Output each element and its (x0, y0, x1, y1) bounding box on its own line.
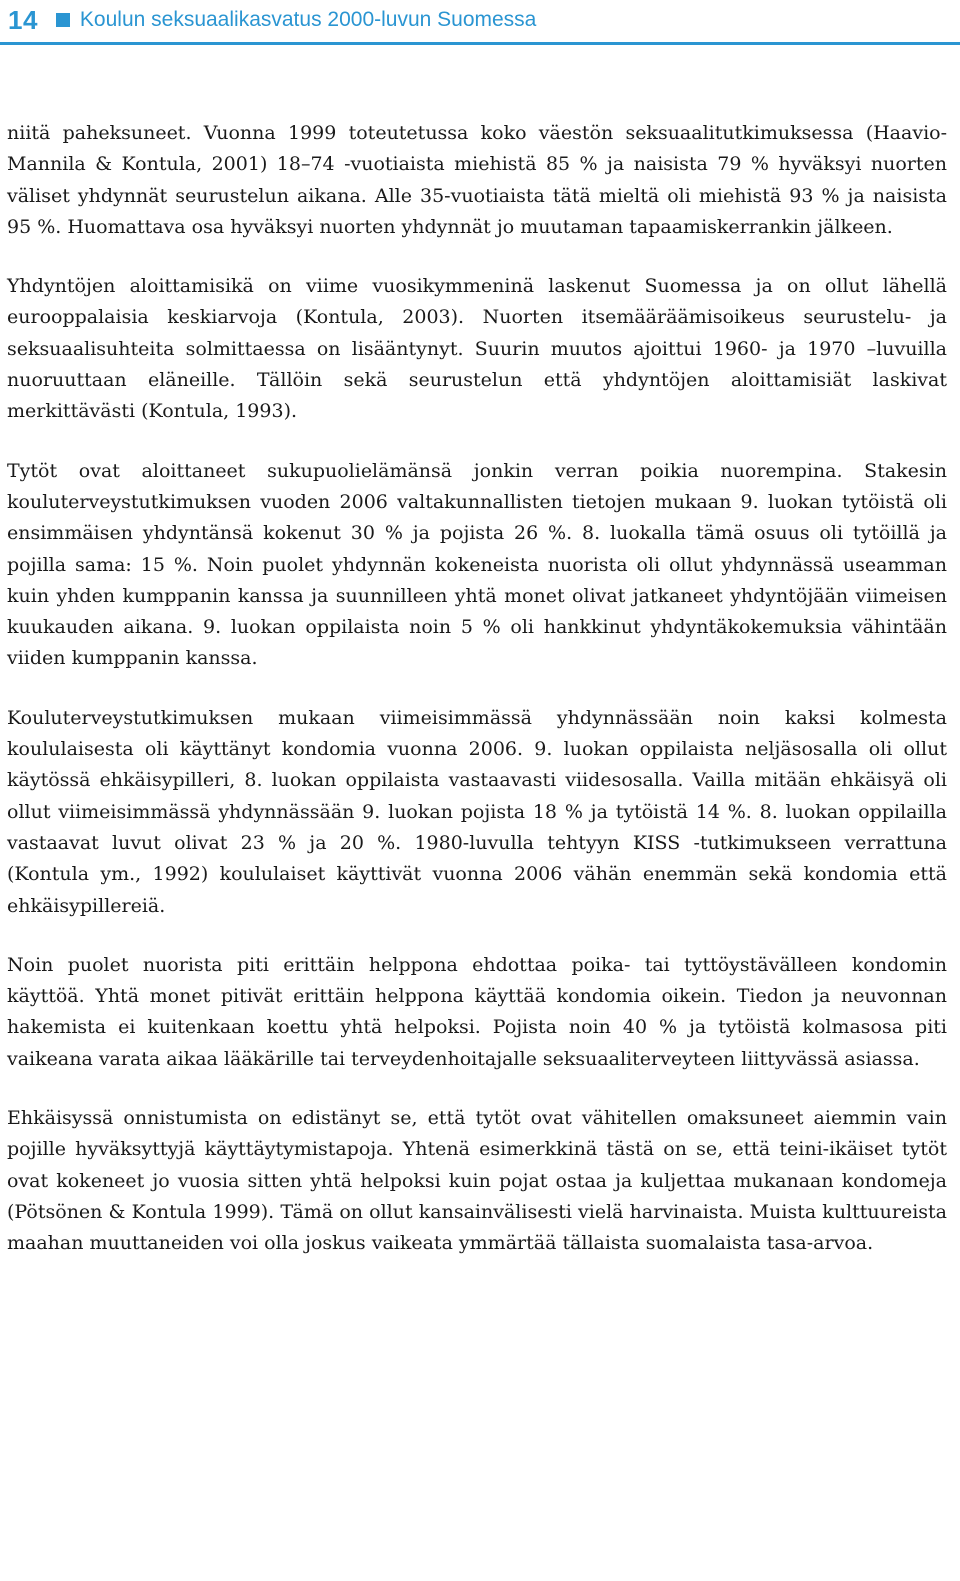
body-text (7, 118, 947, 1260)
page-number: 14 (8, 4, 38, 35)
square-bullet-icon (56, 13, 70, 27)
header-divider (0, 42, 960, 45)
paragraph-4: Kouluterveystutkimuksen mukaan viimeisimmässä yhdynnässään noin kaksi kolmesta koululaisesta oli käyttänyt kondomia vuonna 2006. 9. luokan oppilaista neljäsosalla oli ollut käytössä ehkäisypilleri, 8. luokan oppilaista vastaavasti viidesosalla. Vailla mitään ehkäisyä oli ollut viimeisimmässä yhdynnässään 9. luokan pojista 18 % ja tytöistä 14 %. 8. luokan oppilailla vastaavat luvut olivat 23 % ja 20 %. 1980-luvulla tehtyyn KISS -tutkimukseen verrattuna (Kontula ym., 1992) koululaiset käyttivät vuonna 2006 vähän enemmän sekä kondomia että ehkäisypillereiä. (7, 706, 947, 917)
paragraph-6: Ehkäisyssä onnistumista on edistänyt se, että tytöt ovat vähitellen omaksuneet aiemmin vain pojille hyväksyttyjä käyttäytymistapoja. Yhtenä esimerkkinä tästä on se, että teini-ikäiset tytöt ovat kokeneet jo vuosia sitten yhtä helpoksi kuin pojat ostaa ja kuljettaa mukanaan kondomeja (Pötsönen & Kontula 1999). Tämä on ollut kansainvälisesti vielä harvinaista. Muista kulttuureista maahan muuttaneiden voi olla joskus vaikeata ymmärtää tällaista suomalaista tasa-arvoa. (7, 1107, 947, 1255)
paragraph-3: Tytöt ovat aloittaneet sukupuolielämänsä jonkin verran poikia nuorempina. Stakesin kouluterveystutkimuksen vuoden 2006 valtakunnallisten tietojen mukaan 9. luokan tytöistä oli ensimmäisen yhdyntänsä kokenut 30 % ja pojista 26 %. 8. luokalla tämä osuus oli tytöillä ja pojilla sama: 15 %. Noin puolet yhdynnän kokeneista nuorista oli ollut yhdynnässä useamman kuin yhden kumppanin kanssa ja suunnilleen yhtä monet olivat jatkaneet yhdyntöjään viimeisen kuukauden aikana. 9. luokan oppilaista noin 5 % oli hankkinut yhdyntäkokemuksia vähintään viiden kumppanin kanssa. (7, 459, 947, 670)
paragraph-2: Yhdyntöjen aloittamisikä on viime vuosikymmeninä laskenut Suomessa ja on ollut lähellä eurooppalaisia keskiarvoja (Kontula, 2003). Nuorten itsemääräämisoikeus seurustelu- ja seksuaalisuhteita solmittaessa on lisääntynyt. Suurin muutos ajoittui 1960- ja 1970 –luvuilla nuoruuttaan eläneille. Tällöin sekä seurustelun että yhdyntöjen aloittamisiät laskivat merkittävästi (Kontula, 1993). (7, 275, 947, 423)
running-header-title: Koulun seksuaalikasvatus 2000-luvun Suomessa (79, 8, 537, 31)
paragraph-1: niitä paheksuneet. Vuonna 1999 toteutetussa koko väestön seksuaalitutkimuksessa (Haavio-Mannila & Kontula, 2001) 18–74 -vuotiaista miehistä 85 % ja naisista 79 % hyväksyi nuorten väliset yhdynnät seurustelun aikana. Alle 35-vuotiaista tätä mieltä oli miehistä 93 % ja naisista 95 %. Huomattava osa hyväksyi nuorten yhdynnät jo muutaman tapaamiskerrankin jälkeen. (7, 122, 947, 238)
paragraph-5: Noin puolet nuorista piti erittäin helppona ehdottaa poika- tai tyttöystävälleen kondomin käyttöä. Yhtä monet pitivät erittäin helppona käyttää kondomia oikein. Tiedon ja neuvonnan hakemista ei kuitenkaan koettu yhtä helpoksi. Pojista noin 40 % ja tytöistä kolmasosa piti vaikeana varata aikaa lääkärille tai terveydenhoitajalle seksuaaliterveyteen liittyvässä asiassa. (7, 953, 947, 1070)
running-header (8, 4, 536, 36)
